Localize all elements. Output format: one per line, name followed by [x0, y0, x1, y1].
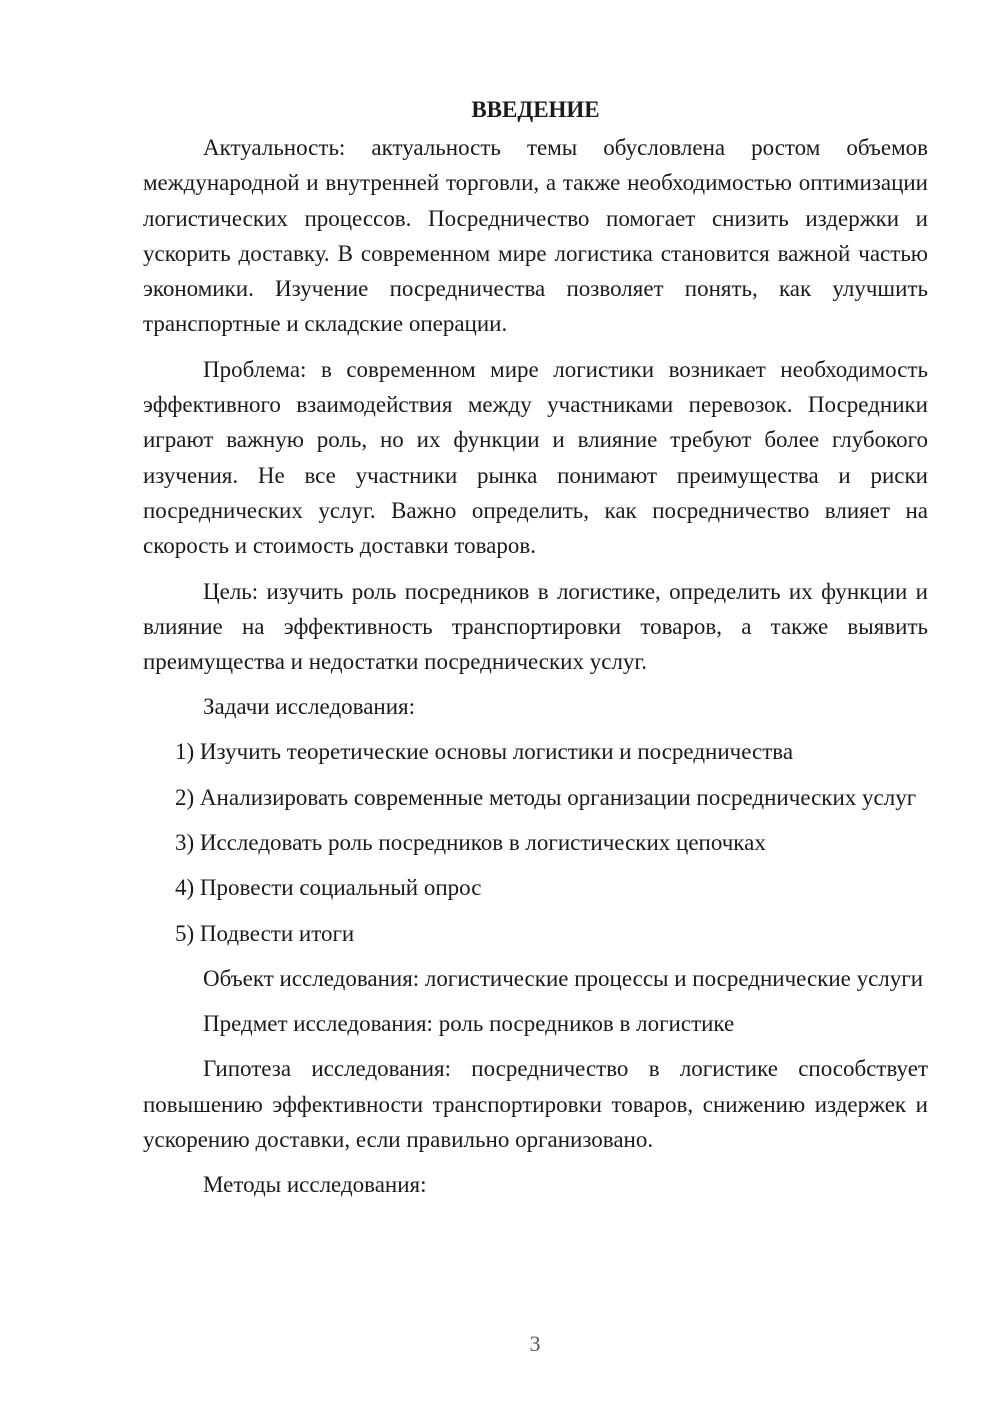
relevance-paragraph: Актуальность: актуальность темы обусловлена ростом объемов международной и внутренней торговли, а также необходимостью оптимизации логистических процессов. Посредничество помогает снизить издержки и ускорить доставку. В современном мире логистика становится важной частью экономики. Изучение посредничества позволяет понять, как улучшить транспортные и складские операции. — [143, 135, 928, 337]
page-content — [143, 92, 928, 1212]
task-item: 4) Провести социальный опрос — [175, 875, 482, 901]
task-item: 5) Подвести итоги — [175, 920, 355, 946]
task-item: 1) Изучить теоретические основы логистики и посредничества — [175, 739, 794, 765]
task-item: 3) Исследовать роль посредников в логистических цепочках — [175, 830, 766, 856]
object-paragraph: Объект исследования: логистические процессы и посреднические услуги — [203, 965, 924, 991]
tasks-list — [143, 734, 928, 950]
section-title: ВВЕДЕНИЕ — [471, 97, 600, 122]
hypothesis-paragraph: Гипотеза исследования: посредничество в логистике способствует повышению эффективности транспортировки товаров, снижению издержек и ускорению доставки, если правильно организовано. — [143, 1056, 928, 1152]
tasks-heading: Задачи исследования: — [203, 694, 416, 720]
task-item: 2) Анализировать современные методы организации посреднических услуг — [175, 784, 917, 810]
subject-paragraph: Предмет исследования: роль посредников в логистике — [203, 1011, 735, 1037]
problem-paragraph: Проблема: в современном мире логистики возникает необходимость эффективного взаимодействия между участниками перевозок. Посредники играют важную роль, но их функции и влияние требуют более глубокого изучения. Не все участники рынка понимают преимущества и риски посреднических услуг. Важно определить, как посредничество влияет на скорость и стоимость доставки товаров. — [143, 356, 928, 559]
goal-paragraph: Цель: изучить роль посредников в логистике, определить их функции и влияние на эффективность транспортировки товаров, а также выявить преимущества и недостатки посреднических услуг. — [143, 578, 928, 675]
methods-heading: Методы исследования: — [203, 1172, 427, 1198]
page-number: 3 — [529, 1331, 541, 1356]
